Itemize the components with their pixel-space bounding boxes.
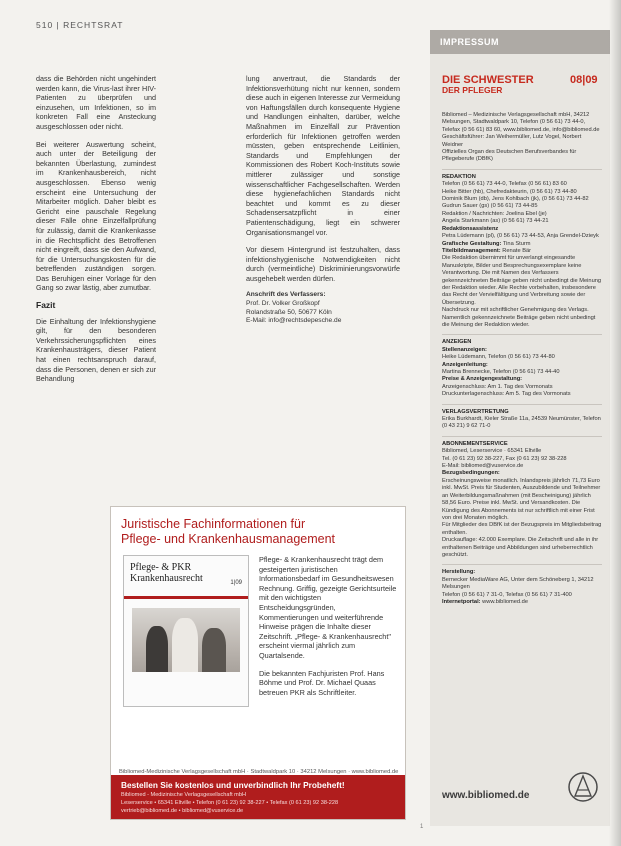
magazine-cover-image — [123, 555, 249, 707]
text: Offizielles Organ des Deutschen Berufsverbandes für Pflegeberufe (DBfK) — [442, 149, 577, 163]
ad-paragraph: Die bekannten Fachjuristen Prof. Hans Böhme und Prof. Dr. Michael Quaas betreuen PKR als Schriftleiter. — [259, 668, 385, 697]
paragraph: Die Einhaltung der Infektionshygiene gilt, für den besonderen Verkehrssicherungspflichten eines Krankenhausträgers, dieser Patient hat einen rechtsanspruch darauf, dass die Personen, denen er sich zur Behandlung — [36, 316, 156, 384]
text: Erscheinungsweise monatlich. Inlandspreis jährlich 71,73 Euro inkl. MwSt. Preis für Studenten, Auszubildende und Teilnehmer an Weiterbildungsmaßnahmen (mit Bescheinigung) jährlich 58,56 Euro. Preise inkl. MwSt. und Versandkosten. Die Kündigung des Abonnements ist nur schriftlich mit einer Frist von drei Monaten möglich. — [442, 477, 601, 521]
article-column-mid — [246, 74, 400, 326]
legal-text: Nachdruck nur mit schriftlicher Genehmigung des Verlags. Namentlich gekennzeichnete Beiträge geben nicht unbedingt die Meinung der Redaktion wieder. — [442, 307, 596, 328]
label: Grafische Gestaltung: — [442, 240, 502, 247]
ad-paragraph: Pflege- & Krankenhausrecht trägt dem gesteigerten juristischen Informationsbedarf im Gesundheitswesen Rechnung. Griffig, gezeigte Gerichtsurteile mit den wichtigsten Entscheidungsgründen, Kommentierungen und weiterführende Hinweise prägen die Inhalte dieser Zeitschrift. „Pflege- & Krankenhausrecht" erscheint viermal jährlich zum Quartalsende. — [259, 555, 397, 660]
ad-publisher-line: Bibliomed-Medizinische Verlagsgesellschaft mbH · Stadtwaldpark 10 · 34212 Melsungen · www.bibliomed.de — [119, 769, 399, 775]
ad-title-line: Juristische Fachinformationen für — [121, 517, 306, 531]
page-header: 510 | RECHTSRAT — [36, 20, 124, 30]
publisher-block — [442, 112, 602, 164]
text: Angela Starkmann (as) (0 56 61) 73 44-21 — [442, 218, 549, 225]
text: Renate Bär — [502, 247, 532, 254]
redaktion-block — [442, 174, 602, 330]
brand-name: DIE SCHWESTER — [442, 74, 534, 86]
text: Heike Bitter (hb), Chefredakteurin, (0 56 61) 73 44-80 — [442, 188, 577, 195]
label: Anzeigenleitung: — [442, 361, 488, 368]
order-line: Bibliomed - Medizinische Verlagsgesellschaft mbH — [121, 792, 246, 798]
anzeigen-block — [442, 339, 602, 398]
author-address — [246, 291, 400, 325]
text: Erika Burkhardt, Kieler Straße 11a, 24539 Neumünster, Telefon (0 43 21) 9 62 71-0 — [442, 416, 601, 430]
cover-title-line: Krankenhausrecht — [130, 573, 203, 584]
label: Titelbildmanagement: — [442, 247, 501, 254]
paragraph: Vor diesem Hintergrund ist festzuhalten, dass infektionshygienische Notwendigkeiten nicht durch (vermeintliche) Diskriminierungsvorwürfe ausgehebelt werden dürfen. — [246, 245, 400, 283]
impressum-title: IMPRESSUM — [440, 37, 500, 47]
ad-title — [121, 517, 401, 547]
section-label: VERLAGSVERTRETUNG — [442, 408, 509, 415]
ad-title-line: Pflege- und Krankenhausmanagement — [121, 532, 336, 546]
text: E-Mail: bibliomed@vuservice.de — [442, 463, 524, 470]
text: Telefon (0 56 61) 73 44-0, Telefax (0 56 61) 83 60 — [442, 181, 567, 188]
page-number: 1 — [420, 824, 424, 830]
verlag-block — [442, 409, 602, 431]
impressum-sidebar — [430, 30, 610, 826]
label: Internetportal: — [442, 598, 481, 605]
impressum-content — [442, 112, 602, 611]
label: Stellenanzeigen: — [442, 346, 487, 353]
address-line: Rolandstraße 50, 50677 Köln — [246, 308, 332, 316]
cover-title — [130, 562, 242, 584]
cover-title-line: Pflege- & PKR — [130, 562, 192, 573]
brand-subname: DER PFLEGER — [442, 85, 503, 95]
text: Bibliomed, Leserservice · 65341 Eltville — [442, 448, 542, 455]
article-column-left — [36, 74, 156, 392]
abo-block — [442, 441, 602, 560]
text: Petra Lüdemann (pl), (0 56 61) 73 44-53, Anja Grendel-Dzieyk — [442, 233, 599, 240]
cover-accent-bar — [124, 596, 248, 599]
cover-issue: 1|09 — [230, 580, 242, 586]
impressum-header — [430, 30, 610, 54]
ad-body — [259, 555, 397, 705]
cover-photo — [132, 608, 240, 672]
text: Martina Brennecke, Telefon (0 56 61) 73 44-40 — [442, 369, 560, 375]
text: Druckauflage: 42.000 Exemplare. Die Zeitschrift und alle in ihr enthaltenen Beiträge und Abbildungen sind urheberrechtlich geschützt. — [442, 537, 599, 558]
text: Telefon (0 56 61) 7 31-0, Telefax (0 56 61) 7 31-400 — [442, 591, 572, 598]
publisher-logo-icon — [568, 770, 598, 804]
section-label: ABONNEMENTSERVICE — [442, 440, 508, 447]
text: Für Mitglieder des DBfK ist der Bezugspreis im Mitgliedsbeitrag enthalten. — [442, 522, 602, 536]
text: Tina Sturm — [502, 240, 531, 247]
paragraph: Bei weiterer Auswertung scheint, auch unter der Beteiligung der bekannten Überlastung, zumindest im Krankenhausbereich, nicht ausgeschlossen. Ebenso wenig erscheint eine Untersuchung der Mitarbeiter möglich. Daher bleibt es Gericht eine pauschale Regelung dieser Fälle ohne Einzelfallprüfung für zulässig, damit die Krankenkasse in die Rechtspflicht des Betroffenen nicht eingreift, dass sie den Aufwand, für die Untersuchungskosten für die betreffenden zuständigen sorgen. Das Beruhigen einer Vorlage für den Gang so zwar lästig, aber zumutbar. — [36, 139, 156, 293]
section-label: ANZEIGEN — [442, 339, 472, 346]
address-email: E-Mail: info@rechtsdepesche.de — [246, 317, 342, 325]
text: Dominik Blum (db), Jens Kohlbach (jk), (0 56 61) 73 44-82 — [442, 196, 589, 203]
section-label: REDAKTION — [442, 173, 476, 180]
druck-block — [442, 569, 602, 606]
order-cta: Bestellen Sie kostenlos und unverbindlich Ihr Probeheft! — [121, 780, 345, 790]
issue-number: 08|09 — [570, 74, 598, 86]
text: Druckunterlagenschluss: Am 5. Tag des Vormonats — [442, 391, 571, 398]
text: Gudrun Sauer (gs) (0 56 61) 73 44-85 — [442, 203, 538, 210]
section-heading: Fazit — [36, 300, 56, 311]
publisher-url: www.bibliomed.de — [442, 790, 530, 801]
paragraph: dass die Behörden nicht ungehindert werden kann, die Virus-last ihrer HIV-Patienten zu überprüfen und einzusehen, um Infektionen, so im konkreten Fall eine Ansteckung ausgeschlossen oder nicht. — [36, 74, 156, 131]
text: Heike Lüdemann, Telefon (0 56 61) 73 44-80 — [442, 354, 555, 361]
order-line: vertrieb@bibliomed.de • bibliomed@vuservice.de — [121, 808, 244, 814]
legal-text: Die Redaktion übernimmt für unverlangt eingesandte Manuskripte, Bilder und Besprechungsexemplare keine Verantwortung. Die mit Namen des Verfassers gekennzeichneten Beiträge geben nicht unbedingt die Meinung der Redaktion wieder. Alle Rechte vorbehalten, insbesondere das Recht der Vervielfältigung und Verbreitung sowie der Übersetzung. — [442, 255, 602, 306]
text: Bernecker MediaWare AG, Unter dem Schöneberg 1, 34212 Melsungen — [442, 576, 594, 591]
text: Anzeigenschluss: Am 1. Tag des Vormonats — [442, 383, 553, 390]
text: Tel. (0 61 23) 92 38-227, Fax (0 61 23) 92 38-228 — [442, 455, 567, 462]
label: Herstellung: — [442, 569, 476, 576]
text: Geschäftsführer: Jan Weihermüller, Lutz Vogel, Norbert Weidner — [442, 134, 582, 148]
label: Preise & Anzeigengestaltung: — [442, 376, 523, 383]
order-line: Leserservice • 65341 Eltville • Telefon (0 61 23) 92 38-227 • Telefax (0 61 23) 92 38-228 — [121, 800, 339, 806]
text: Redaktion / Nachrichten: Joelina Ebel (je) — [442, 210, 547, 217]
address-line: Prof. Dr. Volker Großkopf — [246, 300, 320, 308]
text: Bibliomed – Medizinische Verlagsgesellschaft mbH, 34212 Melsungen, Stadtwaldpark 10, Telefon (0 56 61) 73 44-0, Telefax (0 56 61) 83 60, www.bibliomed.de, info@bibliomed.de — [442, 112, 600, 133]
ad-order-band — [111, 775, 405, 819]
section-label: Redaktionsassistenz — [442, 225, 499, 232]
label: Bezugsbedingungen: — [442, 470, 500, 477]
paragraph: lung anvertraut, die Standards der Infektionsverhütung nicht nur kennen, sondern diese auch in eigenen Interesse zur Vermeidung von Haftungsfällen durch konsequente Hygiene und Handlungen einhalten, darüber, welche Maßnahmen im Einzelfall zur Prävention erforderlich für Infektionen getroffen werden müssten, geben entsprechende Leitlinien, Standards und Empfehlungen der Kommissionen des Robert Koch-Instituts sowie mittlerer zulässiger und sonstige wissenschaftlicher Fachgesellschaften. Werden diese hygienefachlichen Standards nicht beachtet und kommt es zu dieser Schadensersatzpflicht in einer Patientenschädigung, liegt ein schwerer Organisationsmangel vor. — [246, 74, 400, 237]
text: www.bibliomed.de — [482, 598, 528, 605]
address-label: Anschrift des Verfassers: — [246, 291, 326, 299]
advertisement — [110, 506, 406, 820]
page-gutter-shadow — [609, 0, 621, 846]
